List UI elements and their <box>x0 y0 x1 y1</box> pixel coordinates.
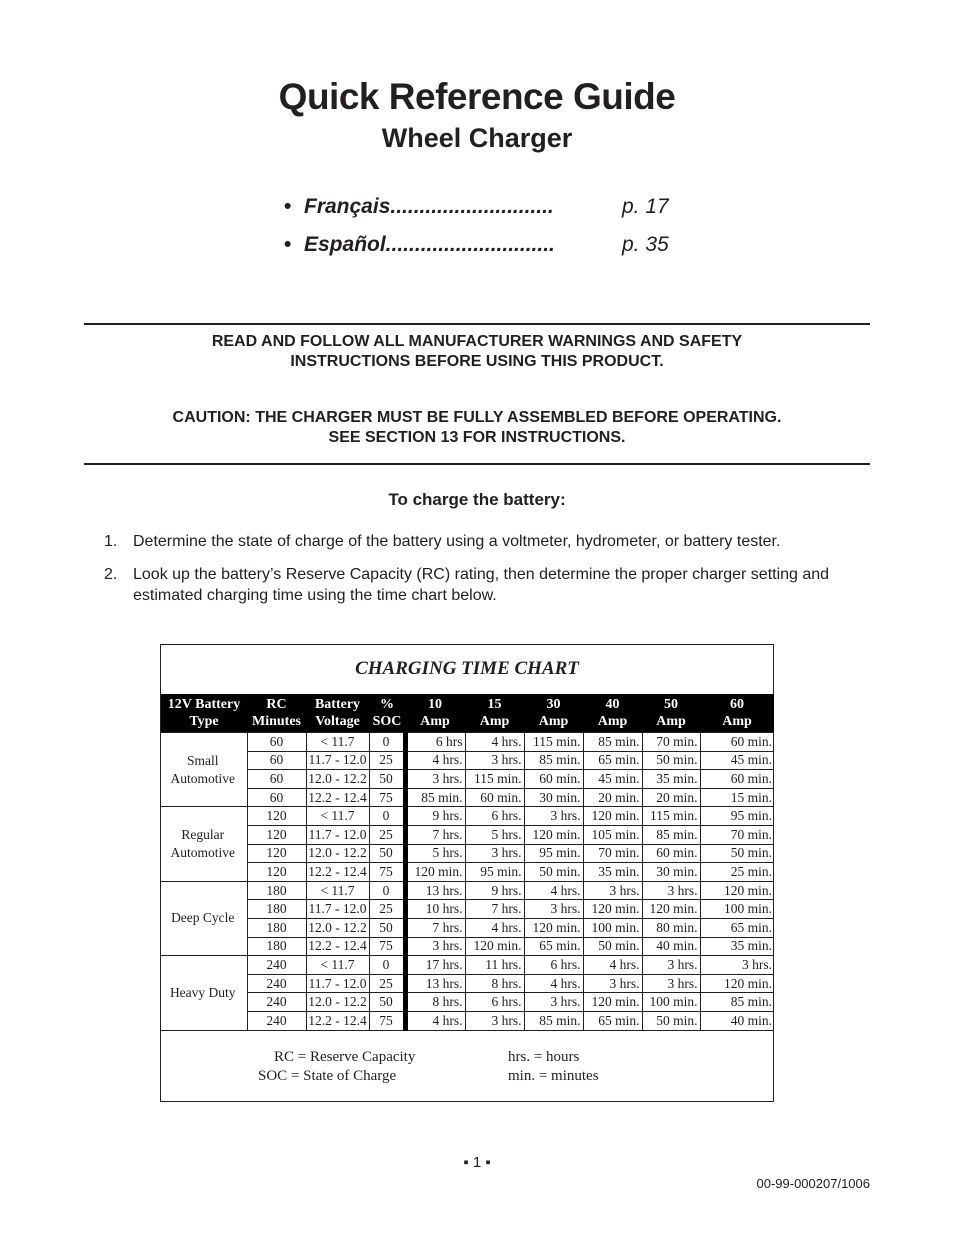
table-cell: 120 min. <box>524 918 583 937</box>
table-cell: 180 <box>247 900 306 919</box>
table-cell: 0 <box>369 881 405 900</box>
battery-type-line: Regular <box>181 827 225 843</box>
battery-type-line: Automotive <box>170 770 235 786</box>
table-cell: 75 <box>369 1011 405 1030</box>
table-cell: 12.0 - 12.2 <box>306 844 369 863</box>
table-cell: 50 min. <box>642 1011 700 1030</box>
column-header-line: Amp <box>479 714 510 729</box>
column-header-line: Battery <box>314 697 361 712</box>
column-header <box>369 694 405 733</box>
column-header-line: 30 <box>546 697 561 712</box>
table-cell: 17 hrs. <box>405 956 465 975</box>
table-cell: 60 <box>247 751 306 770</box>
page-number: ▪ 1 ▪ <box>463 1154 491 1171</box>
table-cell: 25 <box>369 900 405 919</box>
table-cell: 3 hrs. <box>700 956 774 975</box>
table-cell: 3 hrs. <box>642 956 700 975</box>
table-cell: 3 hrs. <box>583 881 642 900</box>
charging-time-table <box>161 694 774 1031</box>
column-header-line: Type <box>189 714 219 729</box>
table-row <box>161 751 774 770</box>
battery-type-cell <box>161 733 247 807</box>
column-header-line: Voltage <box>315 714 360 729</box>
column-header-line: 12V Battery <box>167 697 241 712</box>
table-row <box>161 770 774 789</box>
table-cell: 35 min. <box>642 770 700 789</box>
table-cell: < 11.7 <box>306 733 369 752</box>
table-cell: 3 hrs. <box>405 770 465 789</box>
table-cell: 60 <box>247 788 306 807</box>
column-header-line: 10 <box>428 697 442 712</box>
table-cell: 120 min. <box>583 807 642 826</box>
column-header-line: Amp <box>656 714 686 729</box>
table-cell: 180 <box>247 881 306 900</box>
table-cell: 0 <box>369 956 405 975</box>
battery-type-cell <box>161 956 247 1030</box>
table-cell: 120 <box>247 825 306 844</box>
column-header-line: Amp <box>420 714 450 729</box>
table-cell: 3 hrs. <box>524 807 583 826</box>
table-cell: 240 <box>247 974 306 993</box>
language-link-spanish[interactable] <box>284 233 669 257</box>
table-cell: 7 hrs. <box>405 825 465 844</box>
table-cell: 25 <box>369 974 405 993</box>
table-cell: 50 <box>369 993 405 1012</box>
table-row <box>161 993 774 1012</box>
section-heading: To charge the battery: <box>388 490 566 509</box>
table-cell: 12.2 - 12.4 <box>306 863 369 882</box>
table-cell: 100 min. <box>583 918 642 937</box>
table-cell: 3 hrs. <box>642 974 700 993</box>
table-cell: 8 hrs. <box>405 993 465 1012</box>
table-cell: 60 <box>247 733 306 752</box>
battery-type-line: Heavy Duty <box>169 984 236 1000</box>
bullet-icon: • <box>284 195 292 218</box>
table-row <box>161 863 774 882</box>
table-cell: 85 min. <box>700 993 774 1012</box>
table-cell: 85 min. <box>524 1011 583 1030</box>
column-header <box>247 694 306 733</box>
column-header-line: Amp <box>722 714 752 729</box>
table-cell: 12.2 - 12.4 <box>306 788 369 807</box>
table-cell: 3 hrs. <box>465 844 524 863</box>
table-cell: 80 min. <box>642 918 700 937</box>
divider-bottom <box>84 463 870 465</box>
battery-type-line: Small <box>186 752 219 768</box>
language-label: Français............................ <box>304 195 554 218</box>
table-cell: 60 <box>247 770 306 789</box>
table-cell: 11.7 - 12.0 <box>306 974 369 993</box>
table-cell: 3 hrs. <box>583 974 642 993</box>
table-header-row <box>161 694 774 733</box>
table-cell: 4 hrs. <box>465 918 524 937</box>
table-cell: 3 hrs. <box>405 937 465 956</box>
table-cell: 60 min. <box>700 770 774 789</box>
table-cell: < 11.7 <box>306 956 369 975</box>
warning-line: READ AND FOLLOW ALL MANUFACTURER WARNINGS AND SAFETY <box>211 333 743 350</box>
table-cell: 3 hrs. <box>642 881 700 900</box>
table-cell: 180 <box>247 937 306 956</box>
table-cell: 35 min. <box>700 937 774 956</box>
table-cell: 105 min. <box>583 825 642 844</box>
language-page: p. 17 <box>622 195 669 218</box>
step-text: Determine the state of charge of the battery using a voltmeter, hydrometer, or battery tester. <box>133 533 781 550</box>
chart-title: CHARGING TIME CHART <box>355 658 579 679</box>
table-row <box>161 918 774 937</box>
table-row <box>161 1011 774 1030</box>
table-cell: 240 <box>247 993 306 1012</box>
table-cell: 50 min. <box>524 863 583 882</box>
table-cell: 85 min. <box>642 825 700 844</box>
step-number: 1. <box>104 533 118 550</box>
table-cell: 8 hrs. <box>465 974 524 993</box>
table-cell: < 11.7 <box>306 807 369 826</box>
column-header-line: 60 <box>730 697 744 712</box>
legend-rc: RC = Reserve Capacity <box>274 1049 416 1065</box>
table-cell: 50 <box>369 844 405 863</box>
table-row <box>161 881 774 900</box>
table-cell: 70 min. <box>642 733 700 752</box>
table-cell: 85 min. <box>405 788 465 807</box>
table-cell: 20 min. <box>583 788 642 807</box>
table-cell: 60 min. <box>465 788 524 807</box>
language-page: p. 35 <box>622 233 669 256</box>
caution-line: CAUTION: THE CHARGER MUST BE FULLY ASSEMBLED BEFORE OPERATING. <box>172 409 782 426</box>
table-cell: 4 hrs. <box>583 956 642 975</box>
column-header-line: 40 <box>605 697 620 712</box>
column-header-line: Minutes <box>252 714 301 729</box>
table-cell: 95 min. <box>524 844 583 863</box>
table-cell: 11.7 - 12.0 <box>306 751 369 770</box>
table-cell: 3 hrs. <box>524 993 583 1012</box>
document-code: 00-99-000207/1006 <box>756 1176 870 1191</box>
table-cell: 12.2 - 12.4 <box>306 1011 369 1030</box>
table-cell: 25 min. <box>700 863 774 882</box>
table-cell: 120 min. <box>524 825 583 844</box>
column-header <box>405 694 465 733</box>
table-cell: 115 min. <box>465 770 524 789</box>
column-header-line: Amp <box>538 714 569 729</box>
table-cell: 45 min. <box>583 770 642 789</box>
table-cell: 11.7 - 12.0 <box>306 825 369 844</box>
table-cell: 240 <box>247 956 306 975</box>
table-cell: 120 min. <box>405 863 465 882</box>
table-cell: 75 <box>369 863 405 882</box>
table-row <box>161 974 774 993</box>
table-cell: 45 min. <box>700 751 774 770</box>
table-cell: 25 <box>369 825 405 844</box>
column-header <box>161 694 247 733</box>
table-cell: 3 hrs. <box>524 900 583 919</box>
table-cell: 6 hrs <box>405 733 465 752</box>
table-cell: 100 min. <box>642 993 700 1012</box>
battery-type-cell <box>161 881 247 955</box>
table-cell: 13 hrs. <box>405 881 465 900</box>
column-header <box>524 694 583 733</box>
table-cell: 5 hrs. <box>465 825 524 844</box>
table-cell: 70 min. <box>583 844 642 863</box>
caution-line: SEE SECTION 13 FOR INSTRUCTIONS. <box>328 429 626 446</box>
table-cell: 0 <box>369 807 405 826</box>
table-cell: 20 min. <box>642 788 700 807</box>
table-cell: 85 min. <box>583 733 642 752</box>
table-cell: 6 hrs. <box>524 956 583 975</box>
table-cell: 4 hrs. <box>405 1011 465 1030</box>
table-row <box>161 900 774 919</box>
table-cell: 120 min. <box>465 937 524 956</box>
page-title: Quick Reference Guide <box>278 76 676 117</box>
language-link-french[interactable] <box>284 195 669 219</box>
legend-min: min. = minutes <box>508 1068 599 1084</box>
table-cell: 50 <box>369 770 405 789</box>
table-cell: 120 min. <box>642 900 700 919</box>
table-cell: 120 min. <box>700 881 774 900</box>
table-cell: 180 <box>247 918 306 937</box>
table-cell: 12.2 - 12.4 <box>306 937 369 956</box>
language-label: Español............................. <box>304 233 555 256</box>
divider-top <box>84 323 870 325</box>
table-cell: 70 min. <box>700 825 774 844</box>
safety-warning <box>84 332 870 372</box>
table-row <box>161 956 774 975</box>
table-cell: 30 min. <box>524 788 583 807</box>
table-cell: 40 min. <box>700 1011 774 1030</box>
table-cell: 115 min. <box>524 733 583 752</box>
column-header <box>465 694 524 733</box>
warning-line: INSTRUCTIONS BEFORE USING THIS PRODUCT. <box>290 353 664 370</box>
table-cell: 120 min. <box>583 993 642 1012</box>
table-cell: 50 min. <box>642 751 700 770</box>
table-cell: 9 hrs. <box>465 881 524 900</box>
table-row <box>161 807 774 826</box>
column-header-line: Amp <box>597 714 628 729</box>
table-cell: 75 <box>369 937 405 956</box>
column-header-line: RC <box>266 697 287 712</box>
table-cell: 7 hrs. <box>405 918 465 937</box>
table-cell: 115 min. <box>642 807 700 826</box>
table-cell: 4 hrs. <box>524 974 583 993</box>
table-cell: 35 min. <box>583 863 642 882</box>
column-header-line: 50 <box>664 697 678 712</box>
column-header <box>700 694 774 733</box>
table-cell: 40 min. <box>642 937 700 956</box>
table-cell: 50 <box>369 918 405 937</box>
column-header <box>583 694 642 733</box>
table-cell: 4 hrs. <box>405 751 465 770</box>
table-cell: 65 min. <box>583 1011 642 1030</box>
charging-time-chart <box>160 644 774 1102</box>
table-cell: 12.0 - 12.2 <box>306 770 369 789</box>
table-row <box>161 844 774 863</box>
column-header-line: % <box>380 697 394 712</box>
table-cell: 15 min. <box>700 788 774 807</box>
table-row <box>161 937 774 956</box>
step-text: Look up the battery’s Reserve Capacity (RC) rating, then determine the proper charger setting and estimated charging time using the time chart below. <box>133 566 830 604</box>
column-header <box>306 694 369 733</box>
battery-type-cell <box>161 807 247 881</box>
table-cell: 75 <box>369 788 405 807</box>
battery-type-line: Automotive <box>170 845 235 861</box>
table-cell: 60 min. <box>524 770 583 789</box>
table-cell: 85 min. <box>524 751 583 770</box>
step-number: 2. <box>104 566 118 583</box>
table-cell: 3 hrs. <box>465 751 524 770</box>
caution-warning <box>84 408 870 448</box>
table-cell: 11 hrs. <box>465 956 524 975</box>
table-cell: 4 hrs. <box>524 881 583 900</box>
table-cell: 100 min. <box>700 900 774 919</box>
table-cell: 120 <box>247 807 306 826</box>
battery-type-line: Deep Cycle <box>171 910 235 926</box>
table-cell: 50 min. <box>583 937 642 956</box>
table-cell: 13 hrs. <box>405 974 465 993</box>
table-cell: 10 hrs. <box>405 900 465 919</box>
table-cell: 120 min. <box>583 900 642 919</box>
column-header-line: SOC <box>372 714 402 729</box>
table-cell: 4 hrs. <box>465 733 524 752</box>
table-cell: 240 <box>247 1011 306 1030</box>
table-cell: 120 min. <box>700 974 774 993</box>
table-cell: 11.7 - 12.0 <box>306 900 369 919</box>
table-cell: 7 hrs. <box>465 900 524 919</box>
table-cell: 65 min. <box>700 918 774 937</box>
legend-hrs: hrs. = hours <box>508 1049 580 1065</box>
table-row <box>161 825 774 844</box>
table-cell: 120 <box>247 863 306 882</box>
table-cell: 50 min. <box>700 844 774 863</box>
table-cell: 0 <box>369 733 405 752</box>
column-header-line: 15 <box>487 697 502 712</box>
table-row <box>161 733 774 752</box>
table-cell: 3 hrs. <box>465 1011 524 1030</box>
table-cell: 60 min. <box>642 844 700 863</box>
bullet-icon: • <box>284 233 292 256</box>
column-header <box>642 694 700 733</box>
table-row <box>161 788 774 807</box>
table-cell: 12.0 - 12.2 <box>306 993 369 1012</box>
table-cell: 12.0 - 12.2 <box>306 918 369 937</box>
table-cell: 5 hrs. <box>405 844 465 863</box>
table-cell: 6 hrs. <box>465 807 524 826</box>
table-cell: 6 hrs. <box>465 993 524 1012</box>
table-cell: 9 hrs. <box>405 807 465 826</box>
table-cell: 65 min. <box>524 937 583 956</box>
table-cell: 60 min. <box>700 733 774 752</box>
table-cell: 95 min. <box>700 807 774 826</box>
table-cell: 120 <box>247 844 306 863</box>
table-cell: 30 min. <box>642 863 700 882</box>
table-cell: < 11.7 <box>306 881 369 900</box>
legend-soc: SOC = State of Charge <box>258 1068 397 1084</box>
table-cell: 95 min. <box>465 863 524 882</box>
page-subtitle: Wheel Charger <box>381 123 573 153</box>
table-cell: 65 min. <box>583 751 642 770</box>
table-cell: 25 <box>369 751 405 770</box>
